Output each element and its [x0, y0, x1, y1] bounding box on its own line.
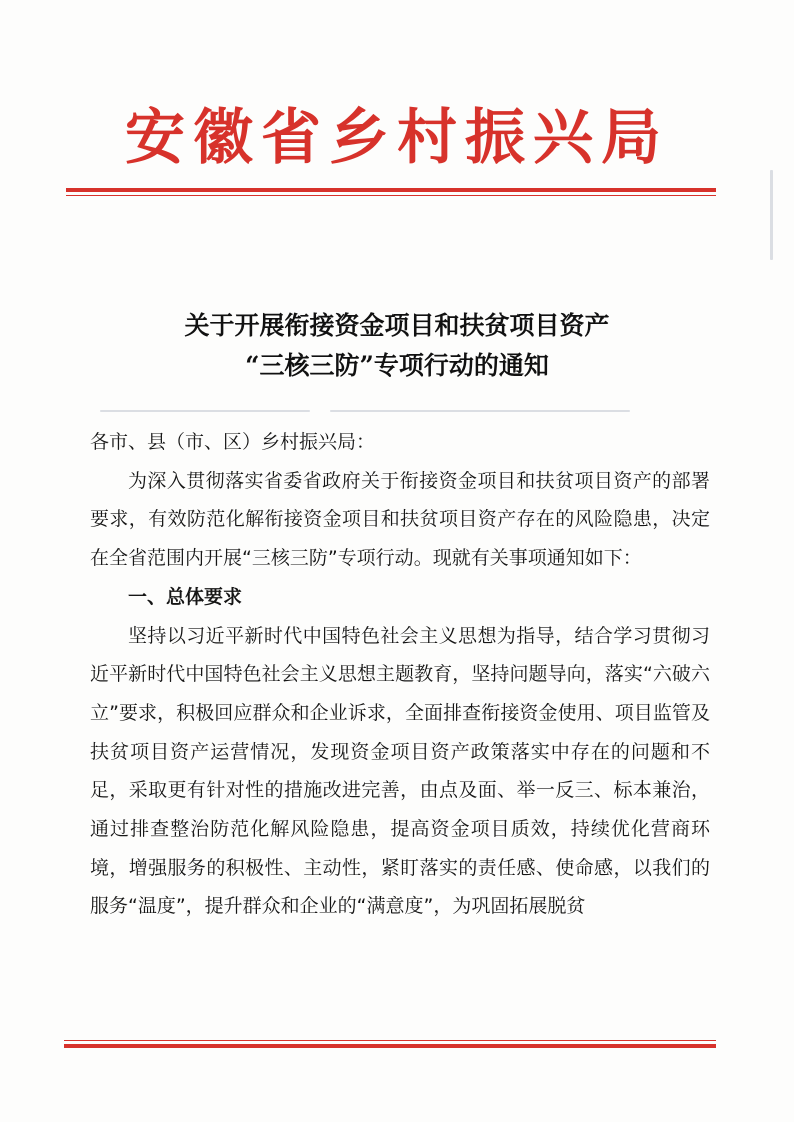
footer-rule-thin: [64, 1040, 716, 1041]
masthead-red-rule: [66, 188, 716, 196]
title-line-2: “三核三防”专项行动的通知: [245, 351, 549, 380]
salutation: 各市、县（市、区）乡村振兴局：: [90, 431, 376, 453]
document-body: [90, 423, 710, 926]
scan-artifact: [100, 410, 310, 412]
masthead-org-name: 安徽省乡村振兴局: [125, 103, 669, 173]
scan-artifact: [770, 170, 773, 260]
scan-artifact: [330, 410, 630, 412]
footer-red-rule: [64, 1040, 716, 1048]
section-heading-general-requirements: 一、总体要求: [128, 585, 243, 608]
section-1-paragraph: 坚持以习近平新时代中国特色社会主义思想为指导，结合学习贯彻习近平新时代中国特色社会主义思想主题教育，坚持问题导向，落实“六破六立”要求，积极回应群众和企业诉求，全面排查衔接资金使用、项目监管及扶贫项目资产运营情况，发现资金项目资产政策落实中存在的问题和不足，采取更有针对性的措施改进完善，由点及面、举一反三、标本兼治，通过排查整治防范化解风险隐患，提高资金项目质效，持续优化营商环境，增强服务的积极性、主动性，紧盯落实的责任感、使命感，以我们的服务“温度”，提升群众和企业的“满意度”，为巩固拓展脱贫: [90, 624, 710, 918]
intro-paragraph: 为深入贯彻落实省委省政府关于衔接资金项目和扶贫项目资产的部署要求，有效防范化解衔接资金项目和扶贫项目资产存在的风险隐患，决定在全省范围内开展“三核三防”专项行动。现就有关事项通知如下：: [90, 469, 710, 570]
red-rule-thin: [66, 195, 716, 196]
red-rule-thick: [66, 188, 716, 192]
footer-rule-thick: [64, 1044, 716, 1048]
title-line-1: 关于开展衔接资金项目和扶贫项目资产: [184, 311, 610, 340]
document-title: [80, 306, 714, 386]
